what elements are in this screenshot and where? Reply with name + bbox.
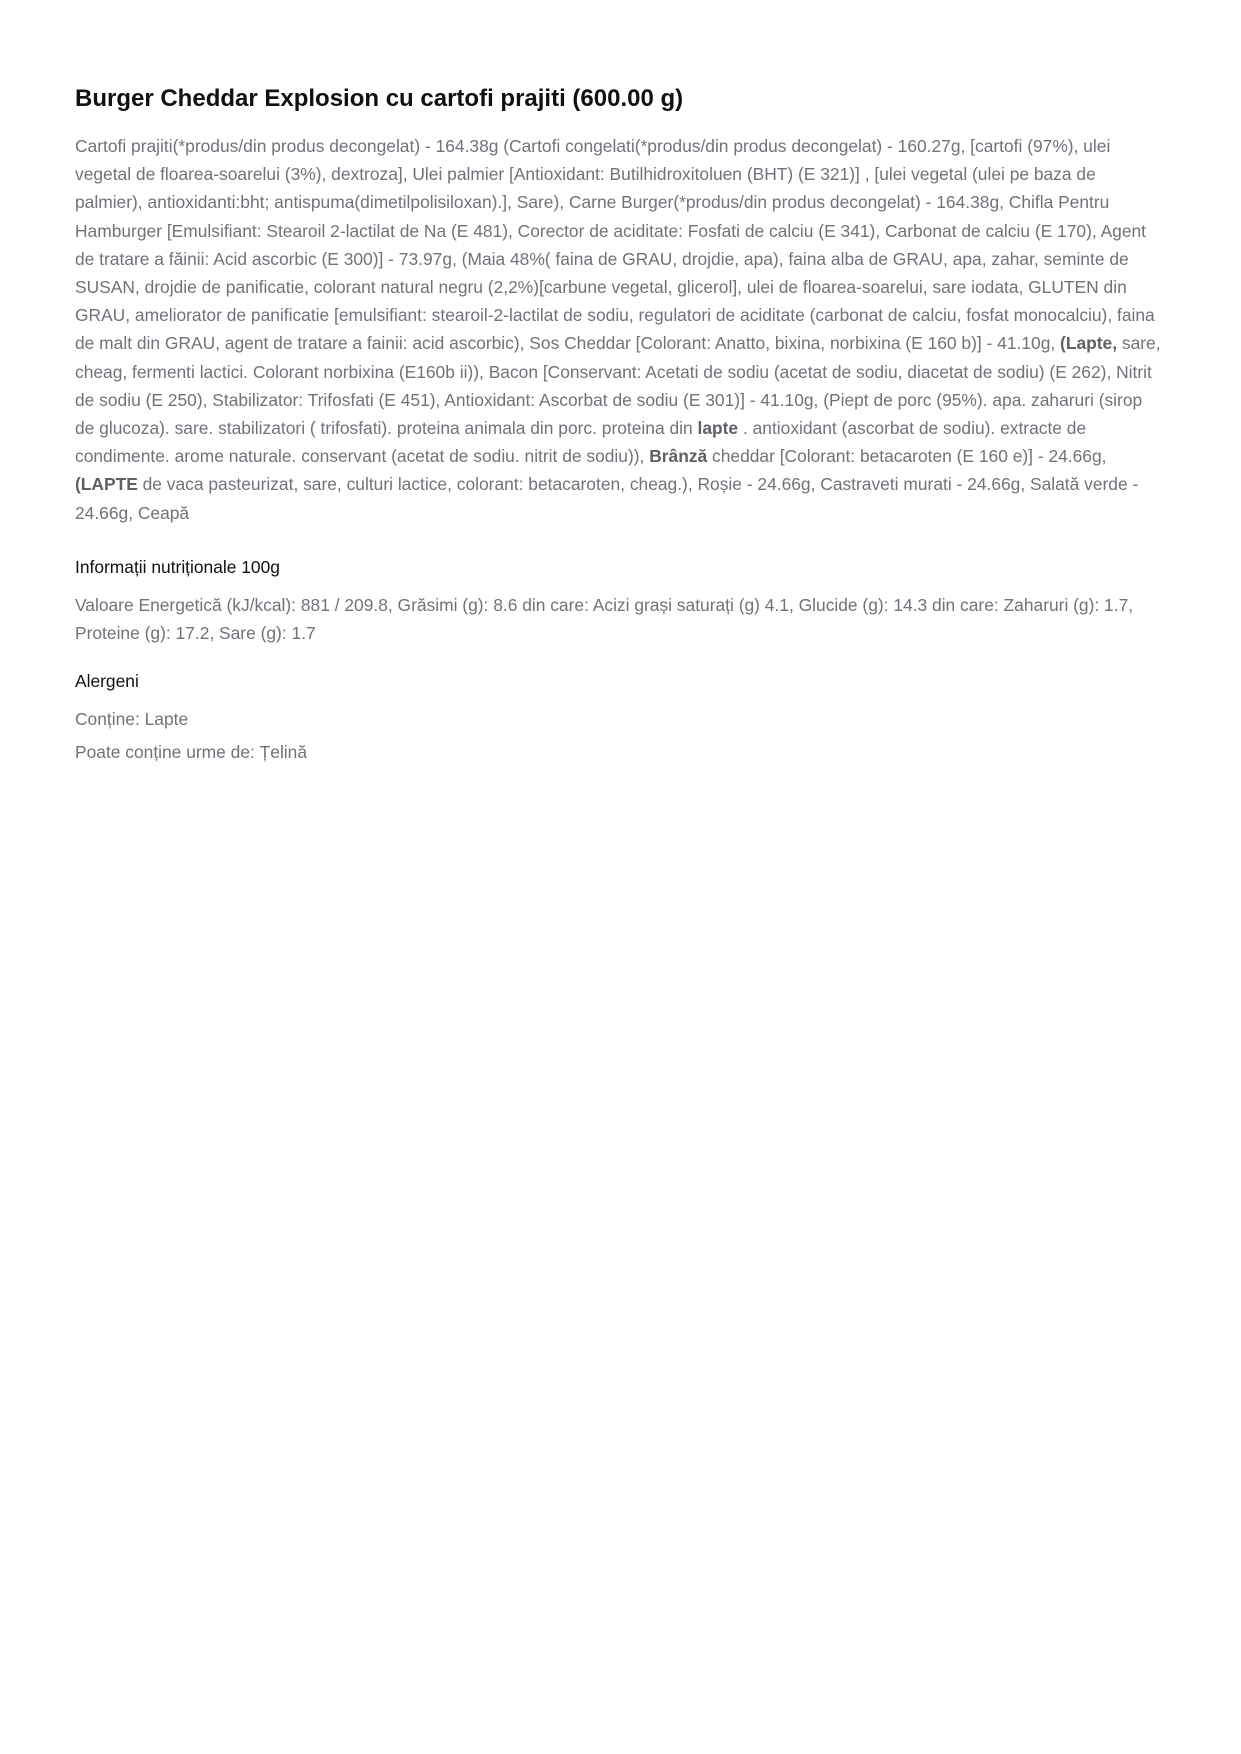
ingredients-segment: de vaca pasteurizat, sare, culturi lactice, colorant: betacaroten, cheag.), Roșie - 24.66g, Castraveti murati - 24.66g, Salată verde - 24.66g, Ceapă — [75, 474, 1139, 523]
allergens-heading: Alergeni — [75, 671, 139, 692]
ingredients-segment: . antioxidant (ascorbat de sodiu). extracte de condimente. arome naturale. conservant (acetat de sodiu. nitrit de sodiu)), — [75, 418, 1087, 467]
ingredients-text — [75, 132, 1165, 527]
allergens-contains: Conține: Lapte — [75, 709, 189, 730]
allergen-highlight: (Lapte, — [1060, 333, 1118, 354]
nutrition-heading: Informații nutriționale 100g — [75, 556, 280, 577]
ingredients-segment: sare, cheag, fermenti lactici. Colorant norbixina (E160b ii)), Bacon [Conservant: Acetati de sodiu (acetat de sodiu, diacetat de sodiu) (E 262), Nitrit de sodiu (E 250), Stabilizator: Trifosfati (E 451), Antioxidant: Ascorbat de sodiu (E 301)] - 41.10g, (Piept de porc (95%). apa. zaharuri (sirop de glucoza). sare. stabilizatori ( trifosfati). proteina animala din porc. proteina din — [75, 333, 1161, 439]
allergens-may-contain: Poate conține urme de: Țelină — [75, 742, 308, 763]
nutrition-text: Valoare Energetică (kJ/kcal): 881 / 209.8, Grăsimi (g): 8.6 din care: Acizi grași saturați (g) 4.1, Glucide (g): 14.3 din care: Zaharuri (g): 1.7, Proteine (g): 17.2, Sare (g): 1.7 — [75, 594, 1134, 644]
allergen-highlight: Brânză — [649, 446, 708, 467]
allergen-highlight: (LAPTE — [75, 474, 138, 495]
product-info-page — [75, 82, 1165, 769]
ingredients-segment: Cartofi prajiti(*produs/din produs decongelat) - 164.38g (Cartofi congelati(*produs/din produs decongelat) - 160.27g, [cartofi (97%), ulei vegetal de floarea-soarelui (3%), dextroza], Ulei palmier [Antioxidant: Butilhidroxitoluen (BHT) (E 321)] , [ulei vegetal (ulei pe baza de palmier), antioxidanti:bht; antispuma(dimetilpolisiloxan).], Sare), Carne Burger(*produs/din produs decongelat) - 164.38g, Chifla Pentru Hamburger [Emulsifiant: Stearoil 2-lactilat de Na (E 481), Corector de aciditate: Fosfati de calciu (E 341), Carbonat de calciu (E 170), Agent de tratare a făinii: Acid ascorbic (E 300)] - 73.97g, (Maia 48%( faina de GRAU, drojdie, apa), faina alba de GRAU, apa, zahar, seminte de SUSAN, drojdie de panificatie, colorant natural negru (2,2%)[carbune vegetal, glicerol], ulei de floarea-soarelui, sare iodata, GLUTEN din GRAU, ameliorator de panificatie [emulsifiant: stearoil-2-lactilat de sodiu, regulatori de aciditate (carbonat de calciu, fosfat monocalciu), faina de malt din GRAU, agent de tratare a fainii: acid ascorbic), Sos Cheddar [Colorant: Anatto, bixina, norbixina (E 160 b)] - 41.10g, — [75, 136, 1155, 354]
allergen-highlight: lapte — [697, 418, 739, 439]
product-title: Burger Cheddar Explosion cu cartofi prajiti (600.00 g) — [75, 85, 684, 112]
ingredients-segment: cheddar [Colorant: betacaroten (E 160 e)] - 24.66g, — [707, 446, 1107, 467]
